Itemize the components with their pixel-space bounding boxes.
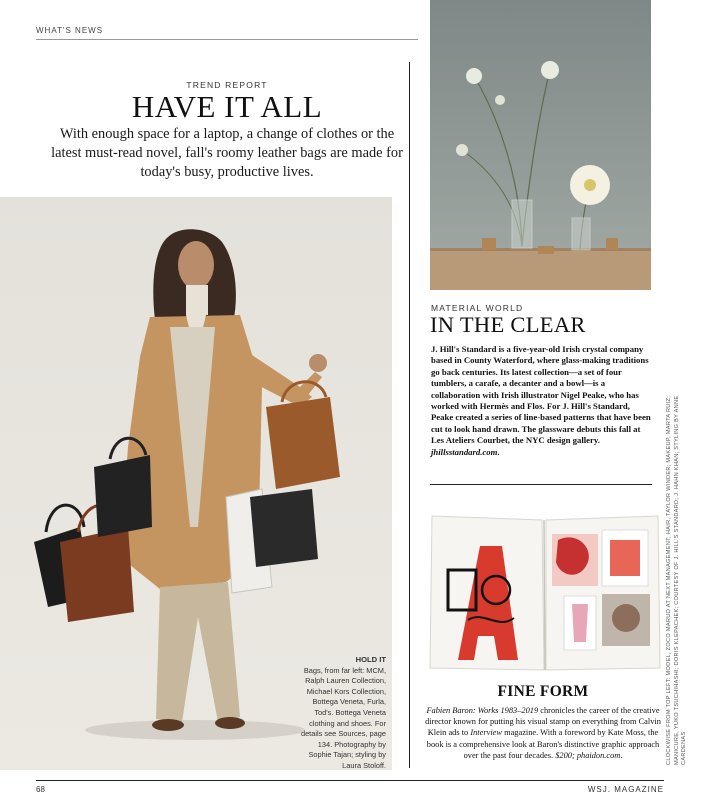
fine-form-price[interactable]: $200; phaidon.com (555, 750, 621, 760)
book-photo (428, 510, 661, 676)
column-divider (409, 62, 410, 768)
header-rule (36, 39, 418, 40)
footer-rule (36, 780, 664, 781)
trend-report-headline: HAVE IT ALL (131, 89, 323, 124)
glassware-photo (430, 0, 651, 290)
material-world-kicker: MATERIAL WORLD (431, 303, 524, 313)
fine-form-book-title: Fabien Baron: Works 1983–2019 (426, 706, 539, 715)
trend-report-kicker: TREND REPORT (186, 80, 268, 90)
fine-form-text-1: chronicles the career of the creative director known for putting his visual stamp on everything from Calvin Klein ads to (425, 706, 661, 738)
fine-form-text-2: magazine. With a foreword by Kate Moss, the book is a comprehensive look at Baron's distinctive graphic approach over the past four decades. (426, 728, 660, 760)
caption-text: Bags, from far left: MCM, Ralph Lauren Collection, Michael Kors Collection, Bottega Veneta, Furla, Tod's. Bottega Veneta clothing and shoes. For details see Sources, page 134. Photography by Sophie Tajan; styling by Laura Stoloff. (300, 665, 386, 770)
fine-form-headline: FINE FORM (497, 683, 589, 700)
trend-report-dek: With enough space for a laptop, a change of clothes or the latest must-read novel, fall's roomy leather bags are made for today's busy, productive lives. (51, 126, 403, 180)
photo-caption (294, 655, 386, 772)
material-world-end: . (497, 446, 500, 457)
material-world-text: J. Hill's Standard is a five-year-old Irish crystal company based in County Waterford, where glass-making traditions go back centuries. Its latest collection—a set of four tumblers, a carafe, a decanter and a bowl—is a collaboration with Irish illustrator Nigel Peake, who has worked with Hermès and Flos. For J. Hill's Standard, Peake created a series of line-based patterns that have been cut to look hand drawn. The glassware debuts this fall at Les Ateliers Courbet, the NYC design gallery. (431, 344, 651, 446)
caption-title: HOLD IT (355, 655, 386, 664)
material-world-body (431, 344, 653, 458)
material-world-link[interactable]: jhillsstandard.com (431, 446, 498, 457)
fine-form-magazine: Interview (470, 728, 502, 738)
section-rule (430, 484, 652, 485)
photo-credits: CLOCKWISE FROM TOP LEFT: MODEL, ZOCO MARUO AT NEXT MANAGEMENT; HAIR, TAYLOR WINDER; MAKEUP, MARTA RUIZ; MANICURE, YUKO TSUCHIHASHI; DORIS KLEPACHEK; COURTESY OF J. HILL'S STANDARD; J. HAHN KHAN; STYLING BY ANNE CARDENAS (666, 395, 687, 765)
publication-name: WSJ. MAGAZINE (587, 785, 664, 794)
fine-form-end: . (620, 750, 623, 760)
page-number: 68 (36, 785, 45, 794)
material-world-headline: IN THE CLEAR (430, 312, 586, 337)
fine-form-body (423, 705, 663, 761)
section-label: WHAT'S NEWS (36, 26, 104, 35)
